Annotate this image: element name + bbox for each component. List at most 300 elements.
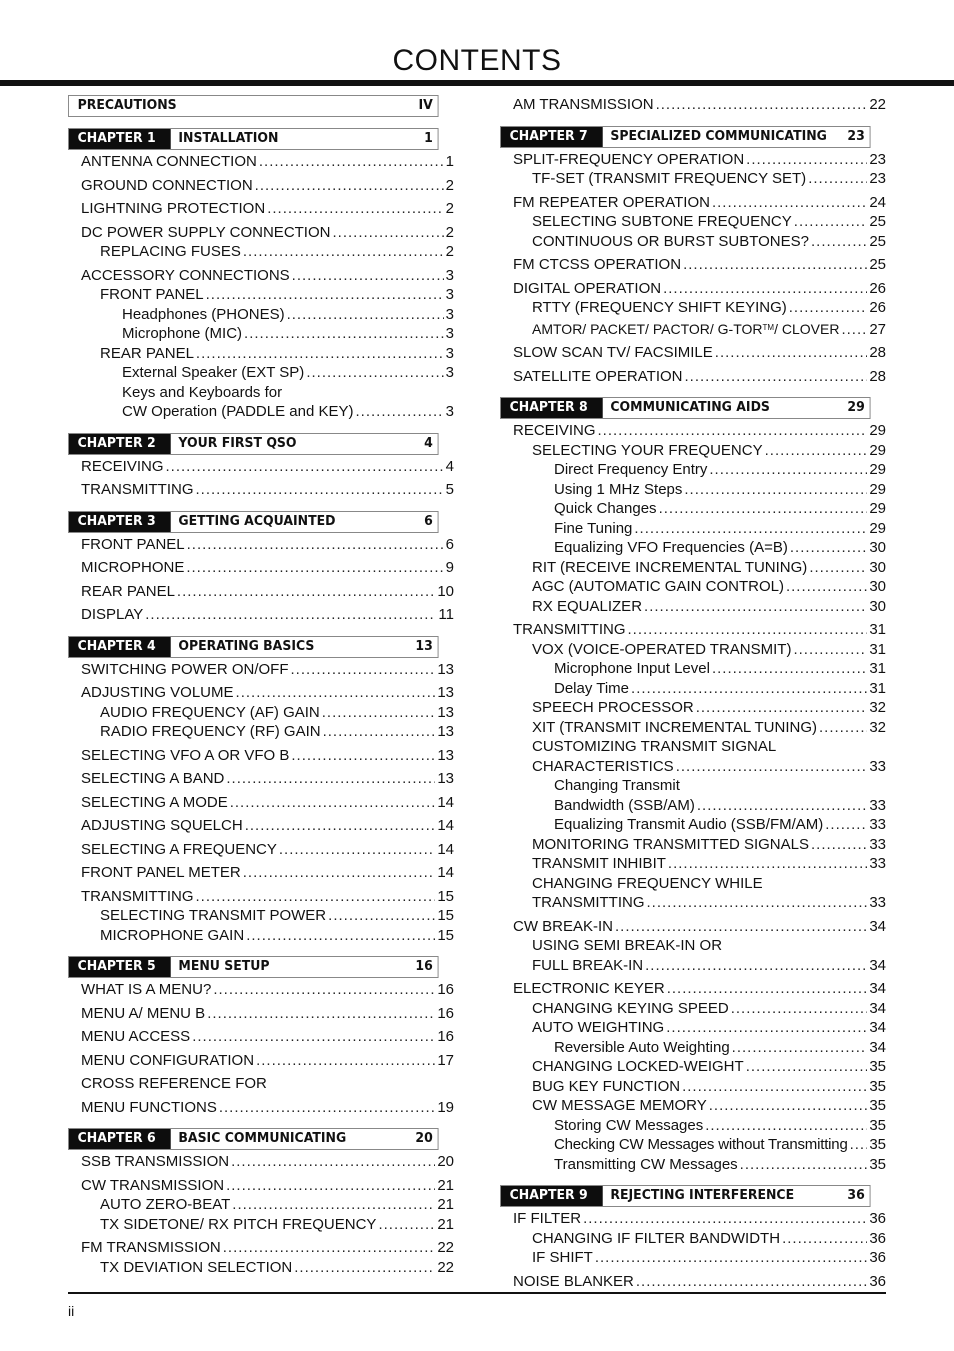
dot-leader [684, 480, 867, 500]
toc-entry-noise-blanker[interactable] [513, 1272, 886, 1292]
toc-entry-rear-panel[interactable] [100, 344, 454, 364]
toc-entry-label [513, 193, 710, 213]
toc-entry-selecting-a-frequency[interactable] [81, 840, 454, 860]
dot-leader [187, 535, 444, 555]
entry-text: Delay Time [554, 679, 630, 697]
entry-text: Keys and Keyboards for [122, 383, 283, 401]
toc-entry-adjusting-volume[interactable] [81, 683, 454, 703]
entry-text: CHANGING LOCKED-WEIGHT [532, 1058, 744, 1075]
toc-entry-ssb-transmission[interactable] [81, 1152, 454, 1172]
toc-entry-if-filter[interactable] [513, 1209, 886, 1229]
toc-entry-if-shift[interactable] [532, 1248, 886, 1268]
toc-entry-equalizing-vfo-frequencies-a-b[interactable] [554, 538, 886, 558]
toc-entry-page: 15 [437, 926, 454, 944]
entry-text: CW MESSAGE MEMORY [532, 1097, 707, 1114]
toc-entry-page: 4 [445, 457, 454, 475]
entry-text: SELECTING SUBTONE FREQUENCY [532, 213, 792, 230]
toc-entry-label [532, 854, 666, 874]
toc-entry-page: 16 [437, 1028, 454, 1045]
entry-text: USING SEMI BREAK-IN OR [532, 937, 723, 954]
dot-leader [668, 854, 867, 874]
toc-entry-page: 31 [869, 679, 886, 697]
toc-entry-rtty-frequency-shift-keying[interactable] [532, 298, 886, 318]
toc-entry-transmitting[interactable] [513, 620, 886, 640]
toc-entry-keys-and-keyboards-for[interactable] [122, 383, 454, 403]
entry-text: SLOW SCAN TV/ FACSIMILE [513, 344, 713, 361]
toc-entry-cross-reference-for[interactable] [81, 1074, 454, 1094]
toc-entry-microphone[interactable] [81, 558, 454, 578]
toc-entry-label [513, 1209, 581, 1229]
dot-leader [732, 1038, 868, 1058]
toc-entry-menu-functions[interactable] [81, 1098, 454, 1118]
toc-section-getting-acquainted[interactable] [68, 511, 439, 533]
entry-text: SSB TRANSMISSION [81, 1153, 230, 1170]
dot-leader [145, 605, 436, 625]
entry-text: CUSTOMIZING TRANSMIT SIGNAL [532, 738, 777, 755]
entry-text: TX DEVIATION SELECTION [100, 1258, 293, 1276]
toc-entry-tx-deviation-selection[interactable] [100, 1258, 454, 1278]
entry-text: FM REPEATER OPERATION [513, 193, 710, 211]
entry-text: SELECTING YOUR FREQUENCY [532, 441, 763, 459]
toc-entry-page: 26 [869, 299, 886, 316]
toc-entry-page: 13 [437, 770, 454, 787]
entry-text: CHANGING FREQUENCY WHILE [532, 874, 763, 892]
dot-leader [236, 683, 436, 703]
toc-section-communicating-aids[interactable] [500, 397, 871, 419]
toc-entry-label [532, 1077, 680, 1097]
entry-text: CW BREAK-IN [513, 917, 614, 935]
toc-entry-page: 32 [869, 699, 886, 716]
toc-entry-customizing-transmit-signal[interactable] [532, 737, 886, 757]
dot-leader [196, 344, 444, 364]
toc-entry-page: 29 [869, 441, 886, 459]
entry-text: AMTOR/ PACKET/ PACTOR/ G-TOR [532, 320, 763, 337]
toc-section-specialized-communicating[interactable] [500, 126, 871, 148]
toc-entry-what-is-a-menu[interactable] [81, 980, 454, 1000]
dot-leader [765, 441, 868, 461]
entry-text: TRANSMITTING [532, 894, 645, 911]
entry-text: CW TRANSMISSION [81, 1176, 225, 1194]
entry-text: AUTO WEIGHTING [532, 1019, 665, 1036]
toc-section-precautions[interactable] [68, 95, 439, 117]
chapter-number: CHAPTER 4 [69, 637, 171, 657]
toc-entry-page: 31 [869, 621, 886, 638]
toc-entry-page: 15 [437, 907, 454, 924]
toc-entry-cw-break-in[interactable] [513, 917, 886, 937]
toc-entry-selecting-subtone-frequency[interactable] [532, 212, 886, 232]
chapter-title: PRECAUTIONS [77, 98, 177, 113]
toc-entry-xit-transmit-incremental-tuning[interactable] [532, 718, 886, 738]
toc-entry-label [554, 538, 788, 558]
toc-entry-page: 22 [437, 1239, 454, 1256]
toc-entry-cw-transmission[interactable] [81, 1176, 454, 1196]
toc-entry-microphone-mic[interactable] [122, 324, 454, 344]
toc-entry-antenna-connection[interactable] [81, 152, 454, 172]
entry-text: Headphones (PHONES) [122, 305, 285, 323]
toc-entry-label [100, 1195, 230, 1215]
toc-entry-accessory-connections[interactable] [81, 266, 454, 286]
toc-entry-selecting-transmit-power[interactable] [100, 906, 454, 926]
toc-entry-page: 34 [869, 917, 886, 935]
toc-entry-changing-if-filter-bandwidth[interactable] [532, 1229, 886, 1249]
toc-entry-rit-receive-incremental-tuning[interactable] [532, 558, 886, 578]
toc-entry-bug-key-function[interactable] [532, 1077, 886, 1097]
toc-entry-cw-message-memory[interactable] [532, 1096, 886, 1116]
dot-leader [634, 519, 867, 539]
toc-entry-page: 35 [869, 1155, 886, 1173]
dot-leader [850, 1135, 868, 1155]
toc-section-rejecting-interference[interactable] [500, 1185, 871, 1207]
chapter-page: 1 [424, 131, 433, 146]
dot-leader [177, 582, 435, 602]
toc-entry-label [81, 480, 194, 500]
toc-entry-split-frequency-operation[interactable] [513, 150, 886, 170]
chapter-page: 36 [847, 1188, 865, 1203]
toc-entry-reversible-auto-weighting[interactable] [554, 1038, 886, 1058]
toc-entry-monitoring-transmitted-signals[interactable] [532, 835, 886, 855]
toc-entry-page: 2 [445, 243, 454, 260]
toc-entry-label [532, 893, 645, 913]
entry-text: Quick Changes [554, 500, 657, 517]
toc-entry-transmitting[interactable] [532, 893, 886, 913]
chapter-page: 29 [847, 400, 865, 415]
entry-text: ELECTRONIC KEYER [513, 980, 665, 997]
entry-text: Reversible Auto Weighting [554, 1038, 730, 1056]
toc-entry-fm-repeater-operation[interactable] [513, 193, 886, 213]
toc-entry-ground-connection[interactable] [81, 176, 454, 196]
toc-section-operating-basics[interactable] [68, 636, 439, 658]
toc-entry-page: 22 [869, 96, 886, 113]
entry-text: WHAT IS A MENU? [81, 981, 212, 998]
toc-entry-auto-weighting[interactable] [532, 1018, 886, 1038]
toc-entry-radio-frequency-rf-gain[interactable] [100, 722, 454, 742]
toc-entry-tf-set-transmit-frequency-set[interactable] [532, 169, 886, 189]
toc-entry-slow-scan-tv-facsimile[interactable] [513, 343, 886, 363]
toc-entry-characteristics[interactable] [532, 757, 886, 777]
toc-entry-page: 9 [445, 559, 454, 576]
toc-entry-selecting-a-mode[interactable] [81, 793, 454, 813]
dot-leader [811, 835, 867, 855]
toc-entry-fm-transmission[interactable] [81, 1238, 454, 1258]
toc-entry-selecting-a-band[interactable] [81, 769, 454, 789]
entry-text: CONTINUOUS OR BURST SUBTONES? [532, 232, 809, 250]
entry-text: CW Operation (PADDLE and KEY) [122, 403, 354, 420]
toc-entry-label [532, 1057, 744, 1077]
entry-text: REPLACING FUSES [100, 243, 241, 260]
toc-entry-menu-access[interactable] [81, 1027, 454, 1047]
entry-text: SELECTING VFO A OR VFO B [81, 746, 290, 764]
chapter-page: 23 [847, 128, 865, 144]
toc-entry-front-panel[interactable] [81, 535, 454, 555]
toc-entry-page: 22 [437, 1258, 454, 1276]
toc-section-your-first-qso[interactable] [68, 433, 439, 455]
toc-entry-dc-power-supply-connection[interactable] [81, 223, 454, 243]
dot-leader [659, 499, 868, 519]
toc-entry-label [532, 737, 776, 757]
toc-entry-page: 29 [869, 461, 886, 478]
toc-entry-page: 15 [437, 887, 454, 905]
toc-entry-receiving[interactable] [513, 421, 886, 441]
toc-entry-label [532, 441, 763, 461]
toc-entry-page: 34 [869, 980, 886, 997]
toc-entry-label [554, 659, 710, 679]
chapter-title: COMMUNICATING AIDS [610, 400, 770, 415]
dot-leader [628, 620, 868, 640]
toc-entry-rx-equalizer[interactable] [532, 597, 886, 617]
toc-entry-replacing-fuses[interactable] [100, 242, 454, 262]
toc-entry-page: 33 [869, 757, 886, 775]
toc-entry-label [532, 169, 806, 189]
entry-text: SPLIT-FREQUENCY OPERATION [513, 150, 745, 168]
toc-entry-lightning-protection[interactable] [81, 199, 454, 219]
toc-entry-menu-a-menu-b[interactable] [81, 1004, 454, 1024]
toc-entry-label [532, 558, 807, 578]
entry-text: AM TRANSMISSION [513, 96, 654, 113]
toc-entry-changing-keying-speed[interactable] [532, 999, 886, 1019]
dot-leader [793, 640, 867, 660]
toc-entry-storing-cw-messages[interactable] [554, 1116, 886, 1136]
toc-entry-transmitting[interactable] [81, 480, 454, 500]
toc-entry-am-transmission[interactable] [513, 95, 886, 115]
toc-entry-page: 28 [869, 367, 886, 385]
toc-entry-delay-time[interactable] [554, 679, 886, 699]
toc-entry-label [81, 152, 257, 172]
toc-entry-label [81, 1051, 254, 1071]
toc-entry-page: 33 [869, 796, 886, 814]
chapter-title: INSTALLATION [178, 131, 279, 146]
toc-entry-transmitting-cw-messages[interactable] [554, 1155, 886, 1175]
toc-entry-page: 25 [869, 232, 886, 250]
toc-entry-page: 16 [437, 981, 454, 998]
dot-leader [819, 718, 867, 738]
entry-text: ANTENNA CONNECTION [81, 153, 257, 170]
toc-entry-changing-locked-weight[interactable] [532, 1057, 886, 1077]
toc-entry-microphone-gain[interactable] [100, 926, 454, 946]
chapter-page: 20 [415, 1131, 433, 1146]
dot-leader [709, 1096, 868, 1116]
toc-entry-satellite-operation[interactable] [513, 367, 886, 387]
dot-leader [809, 558, 867, 578]
dot-leader [746, 1057, 868, 1077]
toc-entry-label [554, 815, 823, 835]
toc-entry-menu-configuration[interactable] [81, 1051, 454, 1071]
toc-entry-label [100, 906, 326, 926]
dot-leader [243, 863, 436, 883]
chapter-title: SPECIALIZED COMMUNICATING [610, 128, 827, 144]
entry-text: Bandwidth (SSB/AM) [554, 796, 695, 814]
entry-text: SATELLITE OPERATION [513, 367, 683, 385]
toc-entry-label [554, 499, 657, 519]
dot-leader [206, 285, 444, 305]
toc-entry-label [81, 1098, 217, 1118]
dot-leader [790, 538, 867, 558]
dot-leader [223, 1238, 436, 1258]
toc-entry-label [532, 835, 809, 855]
toc-entry-label [81, 1152, 229, 1172]
toc-entry-transmitting[interactable] [81, 887, 454, 907]
dot-leader [332, 223, 443, 243]
toc-entry-direct-frequency-entry[interactable] [554, 460, 886, 480]
toc-entry-page: 19 [437, 1098, 454, 1116]
entry-text: AGC (AUTOMATIC GAIN CONTROL) [532, 578, 784, 595]
dot-leader [294, 1258, 435, 1278]
entry-text: TRANSMITTING [81, 887, 194, 905]
toc-entry-bandwidth-ssb-am[interactable] [554, 796, 886, 816]
toc-entry-selecting-your-frequency[interactable] [532, 441, 886, 461]
toc-entry-external-speaker-ext-sp[interactable] [122, 363, 454, 383]
toc-entry-label [513, 343, 713, 363]
toc-entry-label [81, 1004, 205, 1024]
entry-text: VOX (VOICE-OPERATED TRANSMIT) [532, 640, 792, 658]
entry-text: CHARACTERISTICS [532, 757, 674, 775]
toc-entry-page: 13 [437, 703, 454, 721]
toc-entry-changing-frequency-while[interactable] [532, 874, 886, 894]
toc-entry-checking-cw-messages-without-transmitting[interactable] [554, 1135, 886, 1155]
toc-entry-label [513, 1272, 634, 1292]
toc-entry-page: 36 [869, 1272, 886, 1290]
entry-text: SELECTING A BAND [81, 770, 225, 787]
toc-entry-adjusting-squelch[interactable] [81, 816, 454, 836]
toc-entry-speech-processor[interactable] [532, 698, 886, 718]
toc-entry-label [532, 718, 817, 738]
toc-entry-label [81, 683, 234, 703]
toc-entry-fm-ctcss-operation[interactable] [513, 255, 886, 275]
dot-leader [598, 421, 868, 441]
toc-entry-page: 21 [437, 1176, 454, 1194]
toc-entry-headphones-phones[interactable] [122, 305, 454, 325]
toc-entry-label [81, 840, 277, 860]
toc-entry-label [532, 640, 791, 660]
entry-text: IF SHIFT [532, 1249, 593, 1266]
toc-entry-label [81, 887, 194, 907]
toc-entry-label [122, 383, 282, 403]
toc-entry-label [81, 199, 265, 219]
toc-entry-page: 29 [869, 422, 886, 439]
entry-text: DC POWER SUPPLY CONNECTION [81, 223, 331, 241]
toc-entry-transmit-inhibit[interactable] [532, 854, 886, 874]
entry-text: XIT (TRANSMIT INCREMENTAL TUNING) [532, 718, 818, 736]
toc-entry-label [532, 577, 784, 597]
toc-entry-page: 36 [869, 1229, 886, 1247]
entry-text: RECEIVING [513, 422, 596, 439]
dot-leader [645, 956, 867, 976]
toc-entry-using-semi-break-in-or[interactable] [532, 936, 886, 956]
toc-entry-continuous-or-burst-subtones[interactable] [532, 232, 886, 252]
toc-entry-equalizing-transmit-audio-ssb-fm-am[interactable] [554, 815, 886, 835]
toc-entry-switching-power-on-off[interactable] [81, 660, 454, 680]
entry-text: CHANGING IF FILTER BANDWIDTH [532, 1229, 781, 1247]
dot-leader [219, 1098, 435, 1118]
entry-text: RTTY (FREQUENCY SHIFT KEYING) [532, 299, 787, 316]
dot-leader [696, 698, 868, 718]
toc-entry-label [554, 776, 680, 796]
entry-text: RIT (RECEIVE INCREMENTAL TUNING) [532, 558, 808, 576]
toc-section-menu-setup[interactable] [68, 956, 439, 978]
toc-entry-page: 36 [869, 1210, 886, 1227]
toc-entry-full-break-in[interactable] [532, 956, 886, 976]
toc-section-installation[interactable] [68, 128, 439, 150]
toc-entry-changing-transmit[interactable] [554, 776, 886, 796]
toc-entry-microphone-input-level[interactable] [554, 659, 886, 679]
dot-leader [636, 1272, 867, 1292]
dot-leader [226, 769, 435, 789]
entry-text: Microphone Input Level [554, 660, 710, 677]
dot-leader [682, 1077, 867, 1097]
toc-entry-selecting-vfo-a-or-vfo-b[interactable] [81, 746, 454, 766]
toc-entry-amtor-packet-pactor-g-tor[interactable] [532, 318, 886, 340]
toc-entry-page: 34 [869, 999, 886, 1017]
toc-entry-tx-sidetone-rx-pitch-frequency[interactable] [100, 1215, 454, 1235]
toc-entry-receiving[interactable] [81, 457, 454, 477]
dot-leader [782, 1229, 867, 1249]
toc-entry-fine-tuning[interactable] [554, 519, 886, 539]
toc-entry-label [513, 367, 682, 387]
toc-entry-quick-changes[interactable] [554, 499, 886, 519]
dot-leader [196, 480, 444, 500]
toc-entry-page: 2 [445, 176, 454, 194]
toc-entry-display[interactable] [81, 605, 454, 625]
toc-entry-digital-operation[interactable] [513, 279, 886, 299]
chapter-page: 6 [424, 513, 433, 529]
toc-entry-page: 13 [437, 723, 454, 740]
toc-entry-label [513, 421, 596, 441]
toc-entry-page: 3 [445, 403, 454, 420]
entry-text-suffix: / CLOVER [774, 320, 840, 337]
toc-entry-electronic-keyer[interactable] [513, 979, 886, 999]
toc-entry-page: 36 [869, 1249, 886, 1266]
toc-entry-page: 34 [869, 1019, 886, 1036]
toc-entry-label [532, 298, 787, 318]
toc-entry-label [532, 956, 643, 976]
toc-entry-page: 26 [869, 279, 886, 297]
dot-leader [841, 320, 867, 340]
toc-entry-label [81, 816, 243, 836]
toc-entry-page: 31 [869, 660, 886, 677]
entry-text: ACCESSORY CONNECTIONS [81, 266, 290, 284]
toc-entry-page: 5 [445, 481, 454, 498]
toc-entry-page: 30 [869, 539, 886, 556]
toc-entry-audio-frequency-af-gain[interactable] [100, 703, 454, 723]
toc-entry-cw-operation-paddle-and-key[interactable] [122, 402, 454, 422]
toc-entry-agc-automatic-gain-control[interactable] [532, 577, 886, 597]
toc-entry-label [532, 1229, 780, 1249]
toc-section-basic-communicating[interactable] [68, 1128, 439, 1150]
toc-entry-page: 35 [869, 1136, 886, 1153]
entry-text: REAR PANEL [100, 344, 194, 362]
entry-text: MENU FUNCTIONS [81, 1098, 217, 1116]
toc-entry-page: 2 [445, 223, 454, 241]
dot-leader [663, 279, 867, 299]
toc-entry-label [513, 150, 744, 170]
toc-entry-front-panel-meter[interactable] [81, 863, 454, 883]
toc-entry-label [532, 757, 674, 777]
toc-entry-page: 30 [869, 558, 886, 576]
toc-entry-page: 34 [869, 956, 886, 974]
toc-entry-page: 29 [869, 519, 886, 537]
toc-entry-vox-voice-operated-transmit[interactable] [532, 640, 886, 660]
toc-entry-using-1-mhz-steps[interactable] [554, 480, 886, 500]
toc-entry-page: 34 [869, 1038, 886, 1056]
dot-leader [647, 893, 868, 913]
dot-leader [667, 979, 868, 999]
toc-entry-front-panel[interactable] [100, 285, 454, 305]
entry-text: MENU ACCESS [81, 1028, 191, 1045]
toc-entry-auto-zero-beat[interactable] [100, 1195, 454, 1215]
dot-leader [328, 906, 435, 926]
toc-right-column [500, 95, 886, 1291]
toc-entry-rear-panel[interactable] [81, 582, 454, 602]
toc-entry-label [554, 796, 695, 816]
